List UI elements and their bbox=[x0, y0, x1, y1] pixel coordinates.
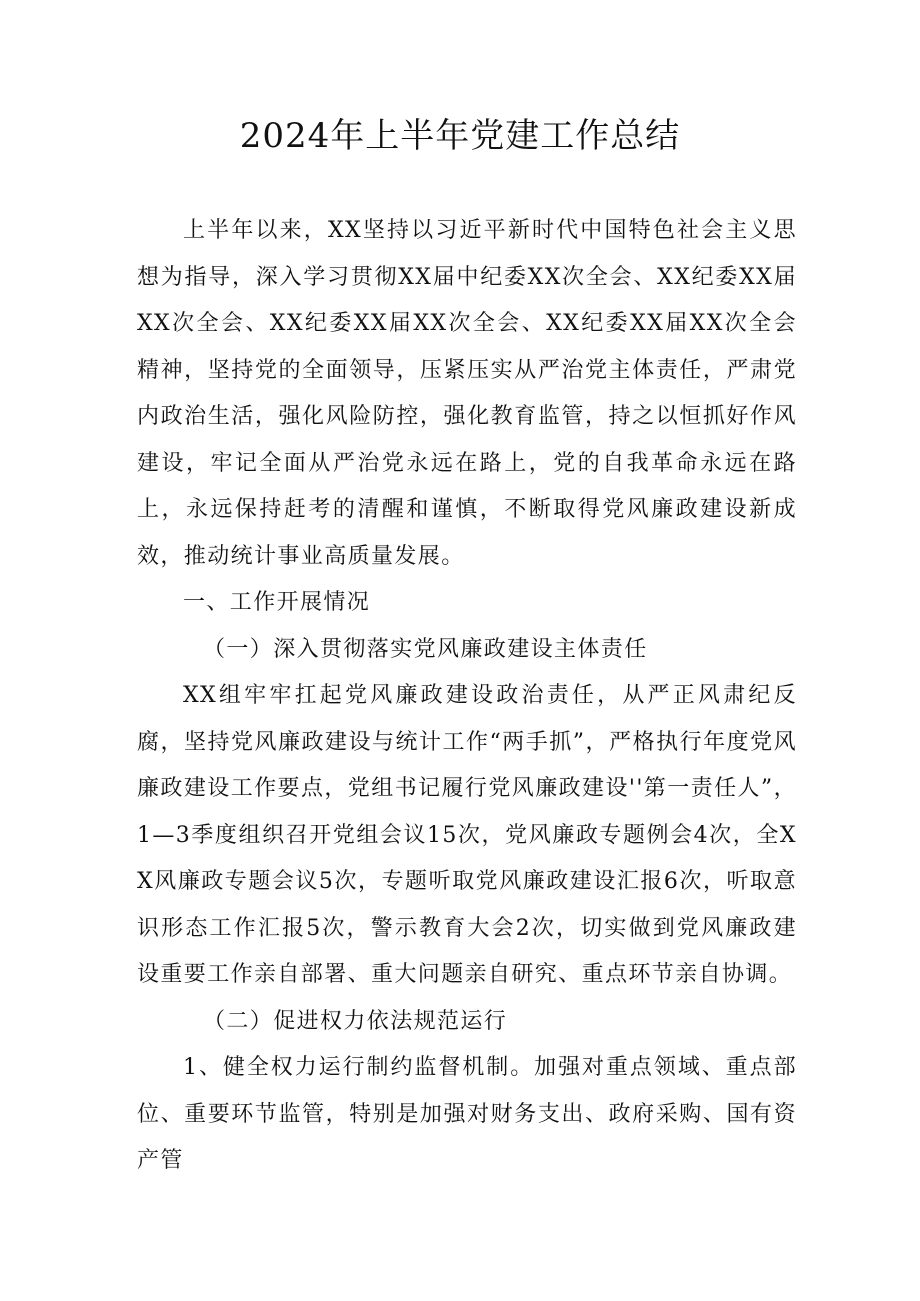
document-body bbox=[137, 208, 797, 1185]
subsection-heading-power-regulation: （二）促进权力依法规范运行 bbox=[203, 1008, 508, 1034]
document-title: 2024年上半年党建工作总结 bbox=[239, 116, 681, 156]
intro-paragraph: 上半年以来，XX坚持以习近平新时代中国特色社会主义思想为指导，深入学习贯彻XX届中纪委XX次全会、XX纪委XX届XX次全会、XX纪委XX届XX次全会、XX纪委XX届XX次全会精神，坚持党的全面领导，压紧压实从严治党主体责任，严肃党内政治生活，强化风险防控，强化教育监管，持之以恒抓好作风建设，牢记全面从严治党永远在路上，党的自我革命永远在路上，永远保持赶考的清醒和谨慎，不断取得党风廉政建设新成效，推动统计事业高质量发展。 bbox=[137, 218, 797, 569]
supervision-paragraph: 1、健全权力运行制约监督机制。加强对重点领域、重点部位、重要环节监管，特别是加强对财务支出、政府采购、国有资产管 bbox=[137, 1055, 797, 1173]
section-heading-work-progress: 一、工作开展情况 bbox=[183, 590, 371, 615]
subsection-heading-responsibility: （一）深入贯彻落实党风廉政建设主体责任 bbox=[203, 636, 648, 662]
responsibility-paragraph: XX组牢牢扛起党风廉政建设政治责任，从严正风肃纪反腐，坚持党风廉政建设与统计工作“两手抓”，严格执行年度党风廉政建设工作要点，党组书记履行党风廉政建设''第一责任人”，1—3季度组织召开党组会议15次，党风廉政专题例会4次，全XX风廉政专题会议5次，专题听取党风廉政建设汇报6次，听取意识形态工作汇报5次，警示教育大会2次，切实做到党风廉政建设重要工作亲自部署、重大问题亲自研究、重点环节亲自协调。 bbox=[137, 683, 797, 987]
